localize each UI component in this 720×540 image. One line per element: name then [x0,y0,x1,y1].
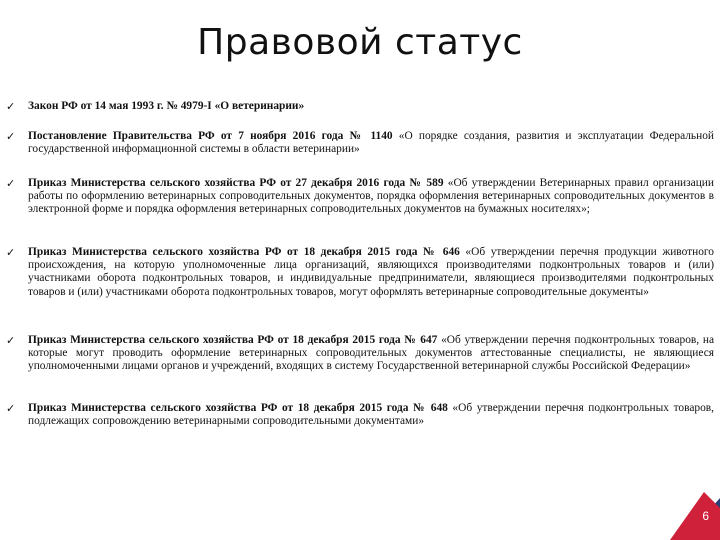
checkmark-icon: ✓ [6,130,16,143]
slide-title: Правовой статус [197,22,523,63]
corner-decoration [670,490,720,540]
list-item-text [28,402,714,428]
list-item [6,334,714,374]
item-description: «Об утверждении перечня продукции животного происхождения, на которую уполномоченные лица организаций, являющихся производителями подконтрольных товаров и (или) участниками оборота подконтрольных товаров, и индивидуальные предприниматели, являющиеся производителями подконтрольных товаров и (или) участниками оборота подконтрольных товаров, могут оформлять ветеринарные сопроводительные документы» [28,246,715,298]
item-bold-title: Приказ Министерства сельского хозяйства РФ от 18 декабря 2015 года № 648 [28,402,448,414]
corner-red-shape [670,492,720,540]
item-bold-title: Приказ Министерства сельского хозяйства РФ от 18 декабря 2015 года № 646 [28,246,460,258]
list-item [6,130,714,156]
item-bold-title: Приказ Министерства сельского хозяйства РФ от 18 декабря 2015 года № 647 [28,334,438,346]
list-item-text [28,177,714,217]
checkmark-icon: ✓ [6,246,16,259]
item-bold-title: Приказ Министерства сельского хозяйства РФ от 27 декабря 2016 года № 589 [28,177,444,189]
page-number: 6 [702,509,709,523]
item-bold-title: Постановление Правительства РФ от 7 ноября 2016 года № 1140 [28,130,393,142]
list-item [6,177,714,217]
item-bold-title: Закон РФ от 14 мая 1993 г. № 4979-I «О ветеринарии» [28,100,305,112]
item-description: «Об утверждении Ветеринарных правил организации работы по оформлению ветеринарных сопроводительных документов, порядка оформления ветеринарных сопроводительных документов в электронной форме и порядка оформления ветеринарных сопроводительных документов на бумажных носителях»; [28,177,714,216]
list-item-text [28,246,714,299]
list-item-text [28,130,714,156]
list-item-text [28,334,714,374]
checkmark-icon: ✓ [6,334,16,347]
checkmark-icon: ✓ [6,177,16,190]
item-description: «О порядке создания, развития и эксплуатации Федеральной государственной информационной системы в области ветеринарии» [28,130,714,156]
item-description: «Об утверждении перечня подконтрольных товаров, подлежащих сопровождению ветеринарными сопроводительными документами» [28,402,714,428]
list-item [6,246,714,299]
checkmark-icon: ✓ [6,402,16,415]
item-description: «Об утверждении перечня подконтрольных товаров, на которые могут проводить оформление ветеринарных сопроводительных документов аттестованные специалисты, не являющиеся уполномоченными лицами органов и учреждений, входящих в систему Государственной ветеринарной службы Российской Федерации» [28,334,714,373]
list-item-text [28,100,714,113]
checkmark-icon: ✓ [6,100,16,113]
list-item [6,402,714,428]
list-item [6,100,714,113]
